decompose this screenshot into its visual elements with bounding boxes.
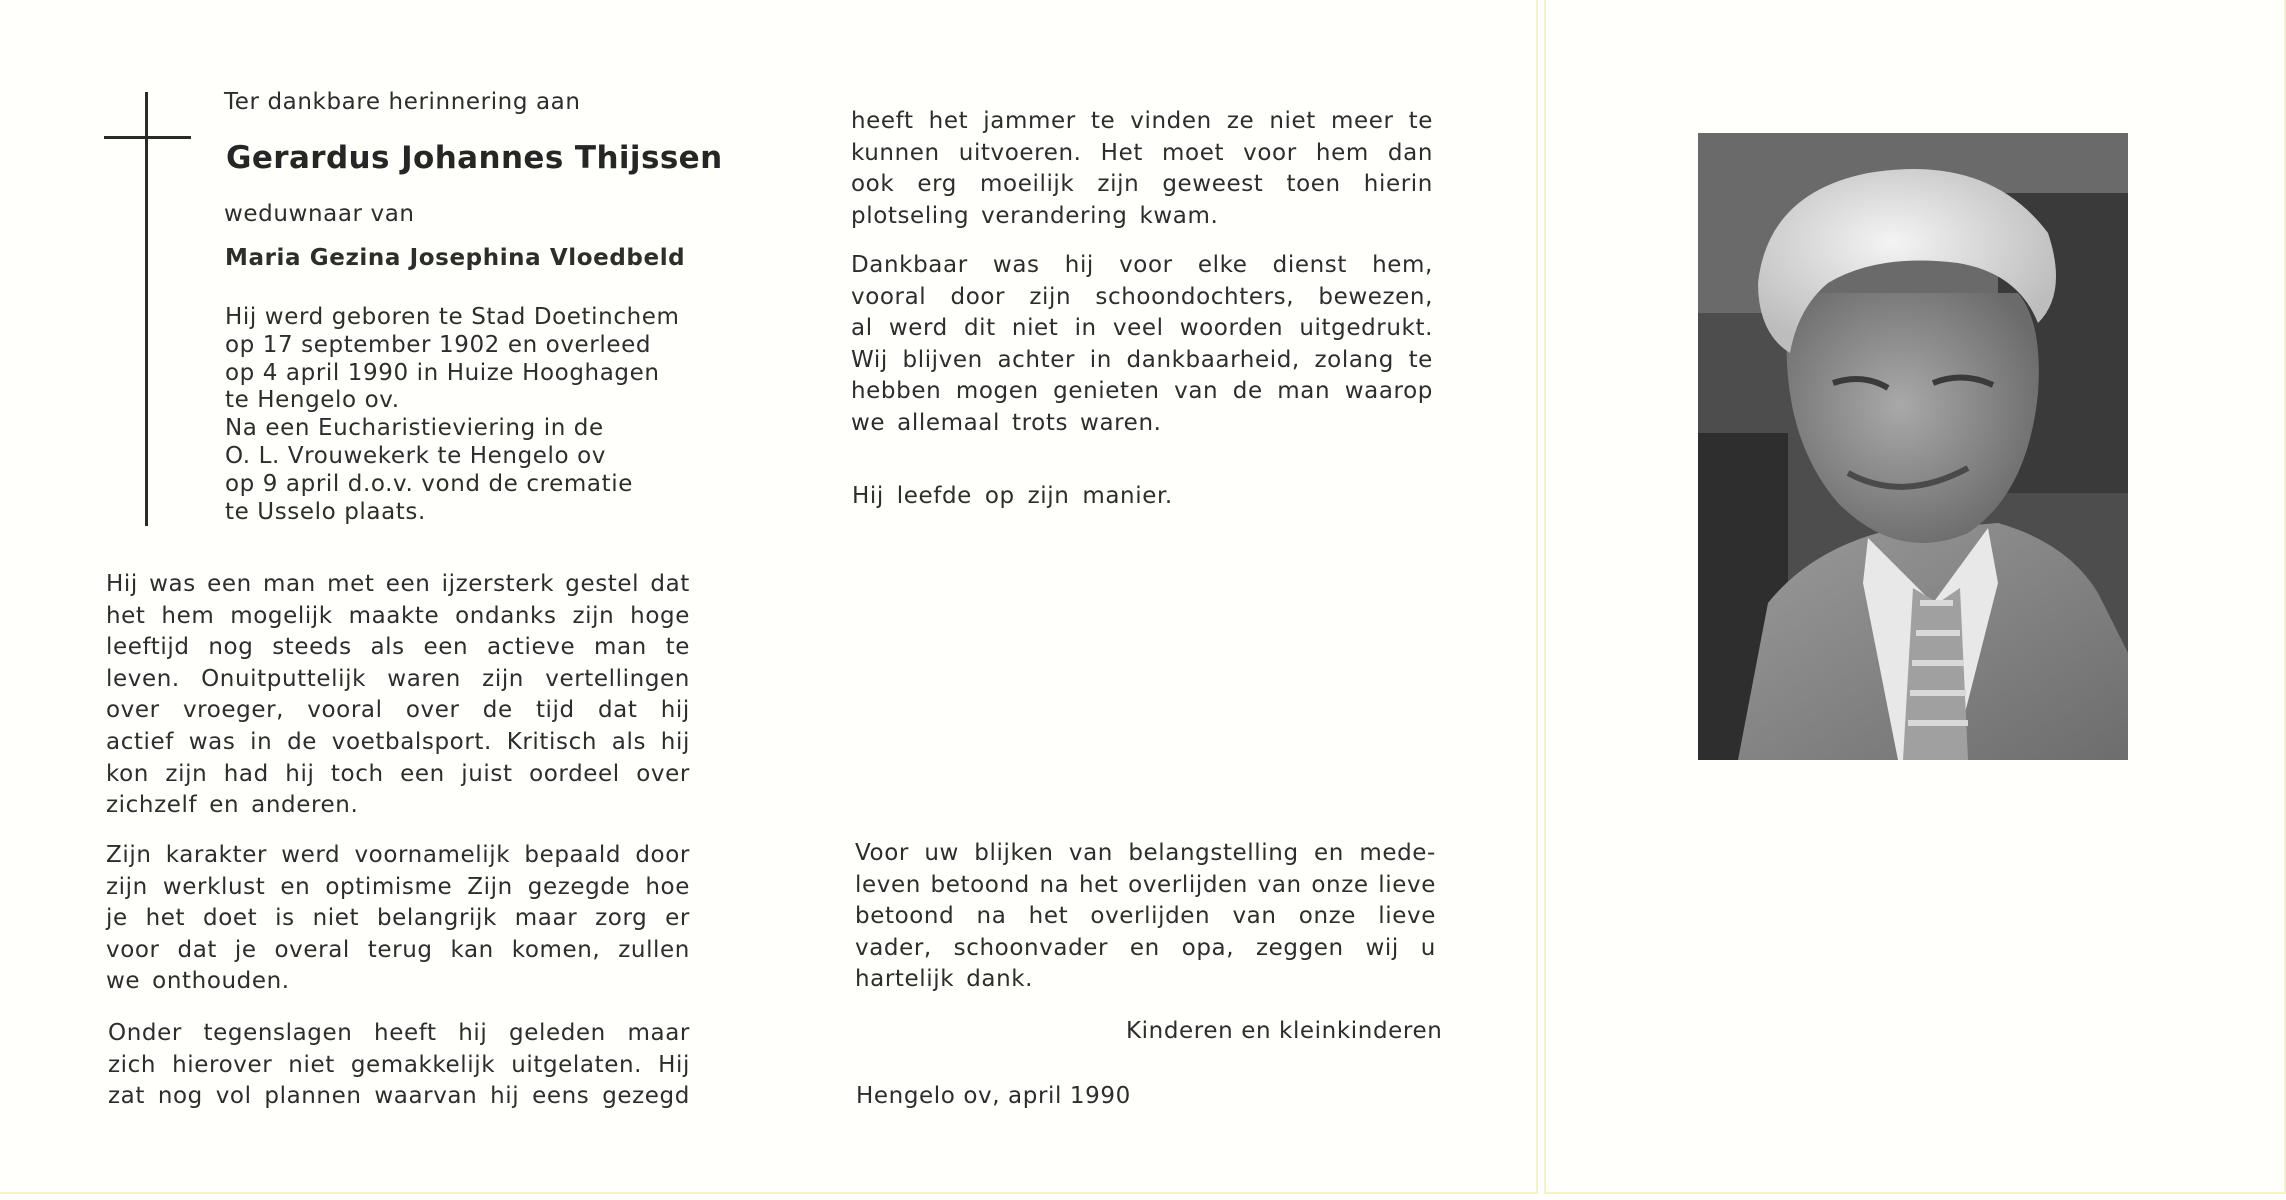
paragraph-3 (108, 1018, 690, 1113)
closing-line: Hij leefde op zijn manier. (852, 483, 1173, 509)
text-line: voor dat je overal terug kan komen, zullen (106, 936, 690, 963)
text-line: Hij werd geboren te Stad Doetinchem (225, 304, 680, 330)
thanks-paragraph (855, 838, 1436, 996)
text-line: vader, schoonvader en opa, zeggen wij u (855, 934, 1436, 961)
paragraph-1 (106, 569, 690, 822)
place-date: Hengelo ov, april 1990 (856, 1083, 1131, 1109)
widower-label: weduwnaar van (224, 201, 415, 227)
text-line: heeft het jammer te vinden ze niet meer te (851, 108, 1433, 134)
text-line: hebben mogen genieten van de man waarop (851, 378, 1433, 405)
paragraph-2 (106, 840, 690, 998)
cross-icon (145, 92, 148, 526)
text-line: leven betoond na het overlijden van onze lieve (855, 871, 1436, 898)
text-line: vooral door zijn schoondochters, bewezen, (851, 283, 1433, 310)
text-line: hartelijk dank. (855, 966, 1034, 993)
text-line: zich hierover niet gemakkelijk uitgelaten. Hij (108, 1051, 690, 1078)
life-details (225, 304, 680, 526)
portrait-image (1698, 133, 2128, 760)
text-line: Wij blijven achter in dankbaarheid, zolang te (851, 346, 1433, 373)
text-line: we onthouden. (106, 968, 290, 995)
text-line: al werd dit niet in veel woorden uitgedrukt. (851, 315, 1433, 342)
portrait-photo (1698, 133, 2128, 760)
intro-text: Ter dankbare herinnering aan (224, 89, 581, 115)
text-line: ook erg moeilijk zijn geweest toen hierin (851, 171, 1433, 198)
text-line: kunnen uitvoeren. Het moet voor hem dan (851, 139, 1433, 166)
text-line: Hij was een man met een ijzersterk gestel dat (106, 571, 690, 597)
text-line: we allemaal trots waren. (851, 409, 1162, 436)
signature: Kinderen en kleinkinderen (1126, 1018, 1443, 1044)
text-line: actief was in de voetbalsport. Kritisch als hij (106, 728, 690, 755)
text-line: op 9 april d.o.v. vond de crematie (225, 470, 633, 497)
text-line: Zijn karakter werd voornamelijk bepaald door (106, 842, 690, 868)
text-line: op 4 april 1990 in Huize Hooghagen (225, 359, 660, 386)
text-line: betoond na het overlijden van onze lieve (855, 903, 1436, 930)
text-line: te Hengelo ov. (225, 387, 400, 414)
text-line: zijn werklust en optimisme Zijn gezegde hoe (106, 873, 690, 900)
text-line: plotseling verandering kwam. (851, 202, 1219, 229)
paragraph-5 (851, 250, 1433, 440)
text-line: leeftijd nog steeds als een actieve man te (106, 634, 690, 661)
text-line: Voor uw blijken van belangstelling en mede- (855, 840, 1436, 866)
text-line: het hem mogelijk maakte ondanks zijn hoge (106, 602, 690, 629)
text-line: Onder tegenslagen heeft hij geleden maar (108, 1020, 690, 1046)
spouse-name: Maria Gezina Josephina Vloedbeld (225, 245, 686, 271)
text-line: zichzelf en anderen. (106, 792, 359, 819)
text-line: Na een Eucharistieviering in de (225, 415, 604, 442)
text-line: zat nog vol plannen waarvan hij eens gezegd (108, 1083, 690, 1110)
deceased-name: Gerardus Johannes Thijssen (226, 140, 723, 176)
text-line: O. L. Vrouwekerk te Hengelo ov (225, 442, 606, 469)
text-line: je het doet is niet belangrijk maar zorg er (106, 905, 690, 932)
cross-icon-bar (104, 136, 191, 139)
text-line: leven. Onuitputtelijk waren zijn vertellingen (106, 665, 690, 692)
text-line: kon zijn had hij toch een juist oordeel over (106, 760, 690, 787)
text-line: te Usselo plaats. (225, 498, 426, 525)
text-line: op 17 september 1902 en overleed (225, 331, 652, 358)
paragraph-4 (851, 106, 1433, 232)
text-line: over vroeger, vooral over de tijd dat hij (106, 697, 690, 724)
text-line: Dankbaar was hij voor elke dienst hem, (851, 252, 1433, 278)
